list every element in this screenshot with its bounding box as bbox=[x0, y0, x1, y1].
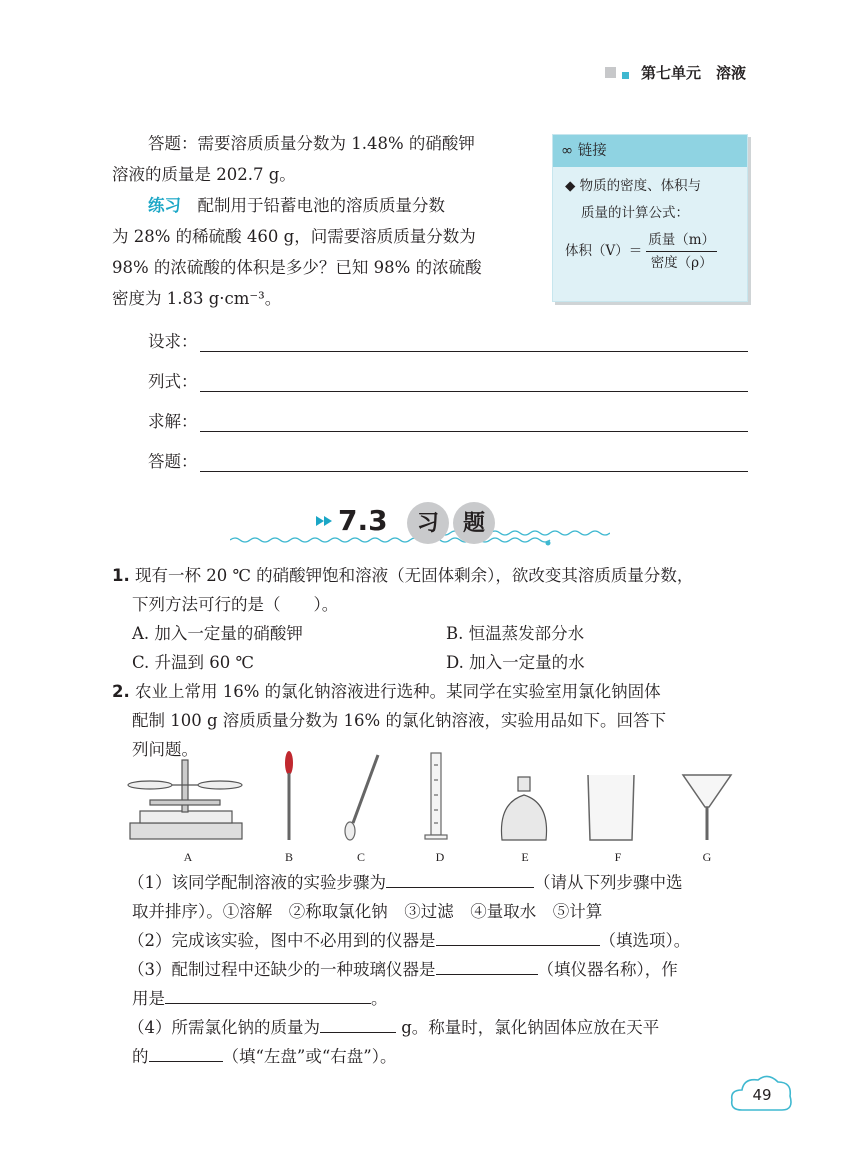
alcohol-lamp-icon bbox=[501, 777, 546, 840]
formula-denominator: 密度（ρ） bbox=[650, 255, 713, 271]
apparatus-label-d: D bbox=[435, 850, 445, 864]
sub4-line-1 bbox=[128, 1013, 659, 1042]
fill-label-3: 求解： bbox=[148, 412, 198, 431]
q1-line-1 bbox=[112, 561, 752, 590]
formula-left: 体积（V）＝ bbox=[565, 243, 643, 259]
section-heading bbox=[230, 500, 610, 550]
sub4-text-b: g。称量时，氯化钠固体应放在天平 bbox=[396, 1018, 660, 1037]
q2-line-1 bbox=[112, 677, 752, 706]
sub3-text-d: 。 bbox=[371, 989, 388, 1008]
exercise-line-2: 为 28% 的稀硫酸 460 g，问需要溶质质量分数为 bbox=[112, 227, 476, 246]
funnel-icon bbox=[683, 775, 731, 840]
q2-text-1: 农业上常用 16% 的氯化钠溶液进行选种。某同学在实验室用氯化钠固体 bbox=[129, 682, 661, 701]
sub3-text-a: （3）配制过程中还缺少的一种玻璃仪器是 bbox=[128, 960, 436, 979]
q1-option-a[interactable]: A. 加入一定量的硝酸钾 bbox=[132, 624, 303, 643]
header-square-small-icon bbox=[622, 72, 629, 79]
q1-line-2: 下列方法可行的是（ ）。 bbox=[132, 595, 339, 614]
sub4-text-c: 的 bbox=[132, 1047, 149, 1066]
link-sidebar bbox=[552, 134, 748, 302]
sidebar-formula bbox=[565, 229, 737, 274]
sub3-text-c: 用是 bbox=[132, 989, 165, 1008]
sidebar-bullet: ◆ 物质的密度、体积与 bbox=[565, 178, 702, 194]
apparatus-label-a: A bbox=[183, 850, 193, 864]
sidebar-line2: 质量的计算公式： bbox=[581, 205, 689, 221]
header-square-icon bbox=[605, 67, 616, 78]
spatula-icon bbox=[345, 755, 378, 840]
formula-numerator: 质量（m） bbox=[646, 229, 717, 252]
fill-line-1[interactable] bbox=[148, 324, 748, 352]
q2-number: 2. bbox=[112, 682, 130, 701]
sub3-text-b: （填仪器名称），作 bbox=[537, 960, 678, 979]
exercise-text-1: 配制用于铅蓄电池的溶质质量分数 bbox=[181, 196, 445, 215]
fill-label-1: 设求： bbox=[148, 332, 198, 351]
q1-option-c[interactable]: C. 升温到 60 ℃ bbox=[132, 653, 254, 672]
apparatus-label-c: C bbox=[356, 850, 365, 864]
section-number: 7.3 bbox=[338, 504, 388, 537]
q2-line-3: 列问题。 bbox=[132, 740, 198, 759]
fill-label-2: 列式： bbox=[148, 372, 198, 391]
beaker-icon bbox=[588, 775, 634, 840]
sidebar-body bbox=[553, 167, 747, 274]
exercise-line-1 bbox=[148, 190, 445, 221]
dropper-icon bbox=[285, 751, 293, 840]
fill-label-4: 答题： bbox=[148, 452, 198, 471]
page-number: 49 bbox=[752, 1086, 772, 1104]
apparatus-label-g: G bbox=[702, 850, 712, 864]
apparatus-label-f: F bbox=[614, 850, 622, 864]
header-title: 第七单元 溶液 bbox=[640, 64, 746, 82]
link-icon: ∞ bbox=[561, 143, 574, 159]
q1-number: 1. bbox=[112, 566, 130, 585]
fill-line-2[interactable] bbox=[148, 364, 748, 392]
fill-line-3[interactable] bbox=[148, 404, 748, 432]
exercise-line-4: 密度为 1.83 g·cm⁻³。 bbox=[112, 289, 282, 308]
sub1-line-2: 取并排序）。①溶解 ②称取氯化钠 ③过滤 ④量取水 ⑤计算 bbox=[132, 902, 603, 921]
sub4-blank-2[interactable] bbox=[149, 1045, 223, 1062]
exercise-line-3: 98% 的浓硫酸的体积是多少？已知 98% 的浓硫酸 bbox=[112, 258, 482, 277]
sub2-blank[interactable] bbox=[436, 929, 600, 946]
sub2-text-a: （2）完成该实验，图中不必用到的仪器是 bbox=[128, 931, 436, 950]
q1-option-d[interactable]: D. 加入一定量的水 bbox=[446, 653, 585, 672]
sub1-text-b: （请从下列步骤中选 bbox=[534, 873, 683, 892]
sub1-line-1 bbox=[128, 868, 683, 897]
q2-line-2: 配制 100 g 溶质质量分数为 16% 的氯化钠溶液，实验用品如下。回答下 bbox=[132, 711, 666, 730]
apparatus-figure bbox=[120, 745, 740, 850]
sub2-text-b: （填选项）。 bbox=[599, 931, 691, 950]
sub1-text-a: （1）该同学配制溶液的实验步骤为 bbox=[128, 873, 386, 892]
running-header bbox=[605, 62, 746, 83]
graduated-cylinder-icon bbox=[425, 753, 447, 839]
sub3-line-2 bbox=[132, 984, 388, 1013]
sub4-line-2 bbox=[132, 1042, 397, 1071]
sidebar-header bbox=[553, 135, 747, 167]
sub4-blank-1[interactable] bbox=[320, 1016, 396, 1033]
section-char-1: 习 bbox=[407, 502, 449, 544]
formula-fraction bbox=[646, 229, 717, 274]
sub3-blank-1[interactable] bbox=[436, 958, 538, 975]
fill-line-4[interactable] bbox=[148, 444, 748, 472]
exercise-label: 练习 bbox=[148, 196, 181, 215]
q1-option-b[interactable]: B. 恒温蒸发部分水 bbox=[446, 624, 585, 643]
sub4-text-a: （4）所需氯化钠的质量为 bbox=[128, 1018, 320, 1037]
q1-text-1: 现有一杯 20 ℃ 的硝酸钾饱和溶液（无固体剩余），欲改变其溶质质量分数， bbox=[129, 566, 694, 585]
sub3-line-1 bbox=[128, 955, 678, 984]
balance-icon bbox=[128, 760, 242, 839]
apparatus-label-e: E bbox=[521, 850, 529, 864]
sub2-line bbox=[128, 926, 690, 955]
apparatus-label-b: B bbox=[284, 850, 293, 864]
sub3-blank-2[interactable] bbox=[165, 987, 371, 1004]
sub4-text-d: （填“左盘”或“右盘”）。 bbox=[222, 1047, 397, 1066]
answer-line-2: 溶液的质量是 202.7 g。 bbox=[112, 165, 296, 184]
sidebar-title: 链接 bbox=[577, 143, 607, 159]
sub1-blank[interactable] bbox=[386, 871, 534, 888]
section-char-2: 题 bbox=[453, 502, 495, 544]
answer-line-1: 答题：需要溶质质量分数为 1.48% 的硝酸钾 bbox=[148, 134, 475, 153]
